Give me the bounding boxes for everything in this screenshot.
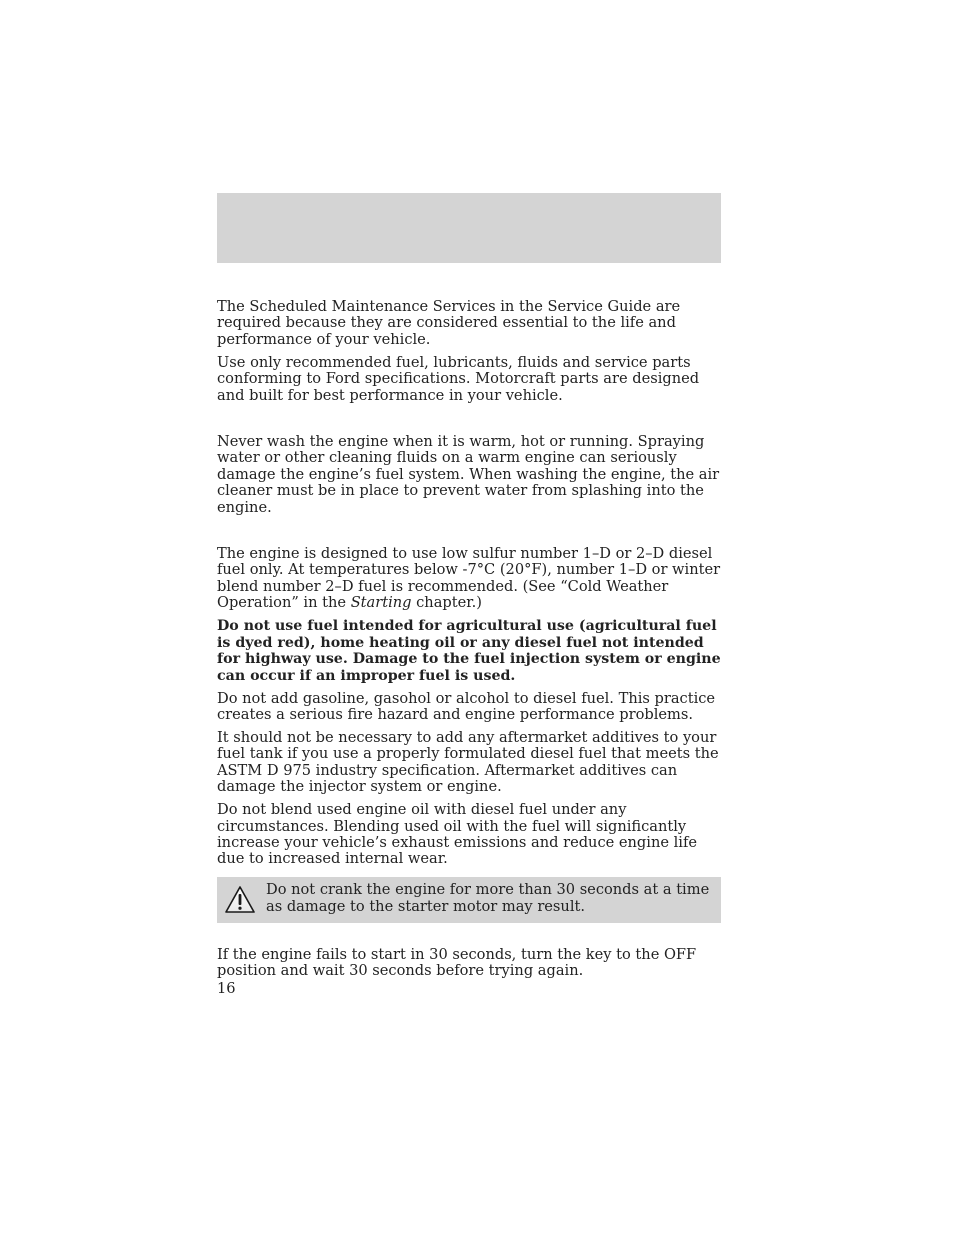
paragraph-recommended-parts: Use only recommended fuel, lubricants, fluids and service parts conforming to Ford specifications. Motorcraft parts are designed and built for best performance in your vehicle. <box>217 353 700 404</box>
paragraph-engine-washing: Never wash the engine when it is warm, hot or running. Spraying water or other cleaning fluids on a warm engine can seriously damage the engine’s fuel system. When washing the engine, the air cleaner must be in place to prevent water from splashing into the engine. <box>217 433 720 516</box>
starting-chapter-reference: Starting <box>350 594 412 612</box>
paragraph-improper-fuel-warning: Do not use fuel intended for agricultural use (agricultural fuel is dyed red), home heating oil or any diesel fuel not intended for highway use. Damage to the fuel injection system or engine can occur if an improper fuel is used. <box>217 618 721 684</box>
paragraph-engine-fails-to-start: If the engine fails to start in 30 seconds, turn the key to the OFF position and wait 30 seconds before trying again. <box>217 945 697 980</box>
paragraph-additives: It should not be necessary to add any aftermarket additives to your fuel tank if you use a properly formulated diesel fuel that meets the ASTM D 975 industry specification. Aftermarket additives can damage the injector system or engine. <box>217 728 719 796</box>
paragraph-used-oil: Do not blend used engine oil with diesel fuel under any circumstances. Blending used oil with the fuel will significantly increase your vehicle’s exhaust emissions and reduce engine life due to increased internal wear. <box>217 801 697 868</box>
paragraph-scheduled-maintenance: The Scheduled Maintenance Services in the Service Guide are required because they are considered essential to the life and performance of your vehicle. <box>217 298 681 348</box>
paragraph-no-gasoline: Do not add gasoline, gasohol or alcohol to diesel fuel. This practice creates a serious fire hazard and engine performance problems. <box>217 689 716 723</box>
warning-text: Do not crank the engine for more than 30 seconds at a time as damage to the starter motor may result. <box>266 881 710 915</box>
paragraph-diesel-fuel <box>217 546 723 612</box>
section-header-band <box>217 193 721 263</box>
diesel-fuel-text: The engine is designed to use low sulfur number 1–D or 2–D diesel fuel only. At temperatures below -7°C (20°F), number 1–D or winter blend number 2–D fuel is recommended. (See “Cold Weather Operation” in the <box>217 545 721 612</box>
diesel-fuel-text-end: chapter.) <box>411 594 482 612</box>
warning-callout <box>217 877 721 923</box>
page-number: 16 <box>217 980 236 997</box>
page-content <box>217 299 723 986</box>
warning-triangle-icon <box>224 885 256 915</box>
